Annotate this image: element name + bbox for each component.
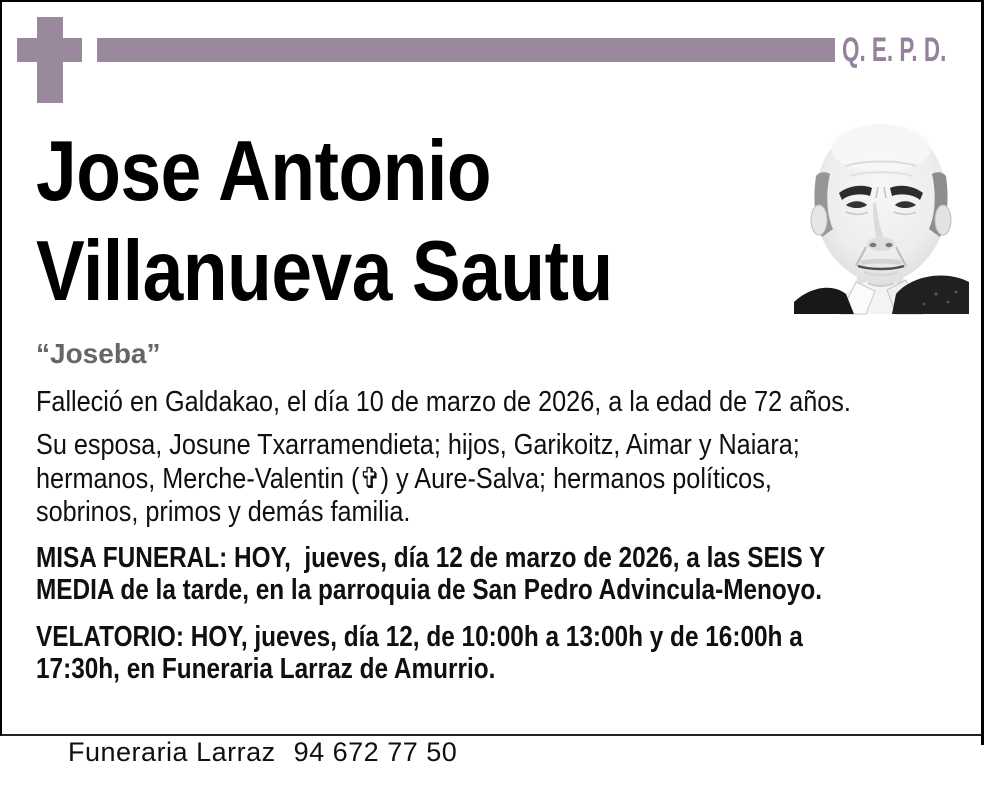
- funeral-line: MISA FUNERAL: HOY, jueves, día 12 de marzo de 2026, a las SEIS Y: [36, 542, 826, 574]
- nickname: “Joseba”: [36, 338, 161, 369]
- qepd-label: Q. E. P. D.: [842, 31, 947, 69]
- death-announcement: [36, 386, 973, 419]
- wake-line: VELATORIO: HOY, jueves, día 12, de 10:00h a 13:00h y de 16:00h a: [36, 621, 803, 653]
- funeral-home-name: Funeraria Larraz: [68, 737, 276, 767]
- family-line: Su esposa, Josune Txarramendieta; hijos, Garikoitz, Aimar y Naiara;: [36, 429, 800, 461]
- footer: [36, 707, 457, 797]
- funeral-line: MEDIA de la tarde, en la parroquia de San Pedro Advincula-Menoyo.: [36, 574, 822, 606]
- funeral-mass-info: [36, 542, 976, 606]
- deceased-name-line1: Jose Antonio: [36, 124, 492, 219]
- header-rule: [97, 38, 835, 62]
- family-line: sobrinos, primos y demás familia.: [36, 496, 411, 528]
- family-list: [36, 429, 914, 530]
- death-line: Falleció en Galdakao, el día 10 de marzo de 2026, a la edad de 72 años.: [36, 386, 851, 418]
- wake-info: [36, 621, 949, 685]
- portrait-photo-illustration: [786, 116, 976, 314]
- phone-number: 94 672 77 50: [293, 737, 458, 767]
- cross-icon: [17, 38, 82, 62]
- deceased-name-line2: Villanueva Sautu: [36, 224, 613, 319]
- family-line: hermanos, Merche-Valentin (✞) y Aure-Salva; hermanos políticos,: [36, 462, 772, 495]
- deceased-name: [36, 122, 707, 322]
- portrait-photo: [786, 116, 976, 314]
- wake-line: 17:30h, en Funeraria Larraz de Amurrio.: [36, 653, 496, 685]
